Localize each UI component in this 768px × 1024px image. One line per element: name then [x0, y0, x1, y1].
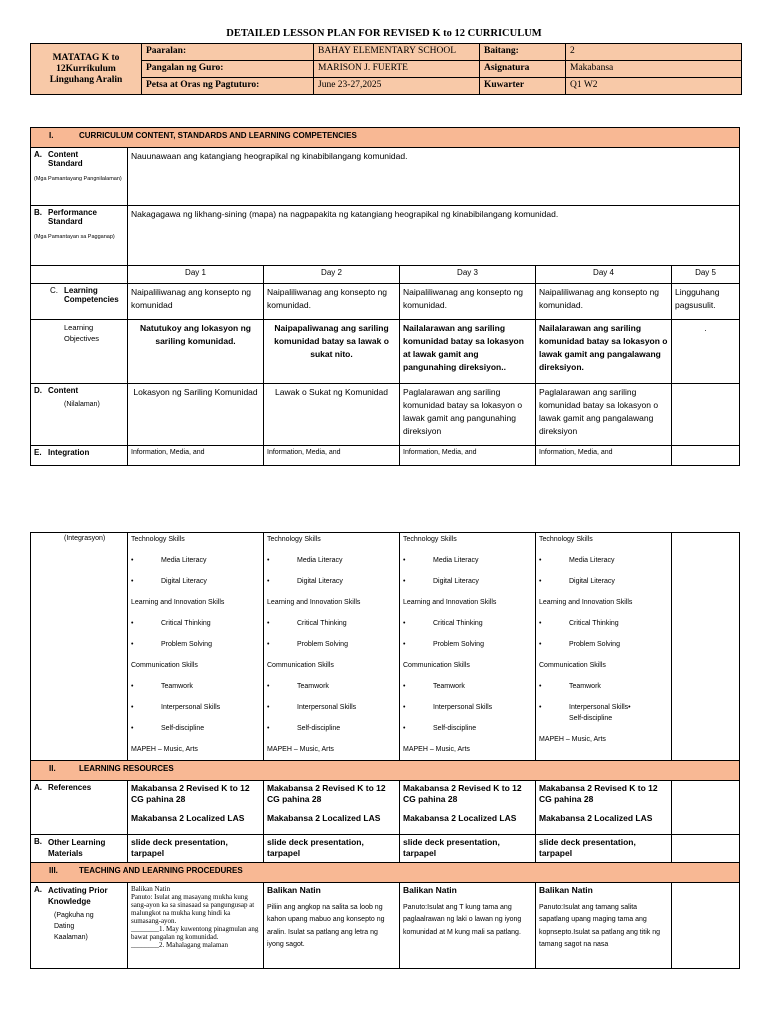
content-standard-text: Nauunawaan ang katangiang heograpikal ng kinabibilangang komunidad. — [128, 148, 740, 206]
objective-cell: Nailalarawan ang sariling komunidad batay sa lokasyon o lawak gamit ang pangalawang direksiyon. — [536, 320, 672, 384]
objective-cell: Naipapaliwanag ang sariling komunidad batay sa lawak o sukat nito. — [264, 320, 400, 384]
materials-cell: slide deck presentation, tarpapel — [128, 835, 264, 863]
section-2-header: II. LEARNING RESOURCES — [31, 761, 740, 781]
objectives-label: Learning Objectives — [31, 320, 128, 384]
materials-label: B. Other Learning Materials — [31, 835, 128, 863]
header-table — [30, 43, 742, 95]
objective-cell: Natutukoy ang lokasyon ng sariling komunidad. — [128, 320, 264, 384]
grade-label: Baitang: — [480, 44, 566, 61]
materials-cell: slide deck presentation, tarpapel — [536, 835, 672, 863]
date-value: June 23-27,2025 — [314, 78, 480, 95]
curriculum-brand: MATATAG K to 12Kurrikulum Linguhang Aralin — [31, 44, 142, 95]
performance-standard-text: Nakagagawa ng likhang-sining (mapa) na nagpapakita ng katangiang heograpikal ng kinabibilangang komunidad. — [128, 206, 740, 266]
section-1-header: I. CURRICULUM CONTENT, STANDARDS AND LEARNING COMPETENCIES — [31, 128, 740, 148]
subject-label: Asignatura — [480, 61, 566, 78]
teacher-label: Pangalan ng Guro: — [142, 61, 314, 78]
document-title: DETAILED LESSON PLAN FOR REVISED K to 12 CURRICULUM — [226, 28, 542, 39]
competency-cell: Naipaliliwanag ang konsepto ng komunidad. — [400, 284, 536, 320]
objective-cell: . — [672, 320, 740, 384]
curriculum-table — [30, 127, 740, 466]
competency-cell: Naipaliliwanag ang konsepto ng komunidad — [128, 284, 264, 320]
integration-cut-cell: Information, Media, and — [400, 446, 536, 466]
grade-value: 2 — [566, 44, 742, 61]
school-value: BAHAY ELEMENTARY SCHOOL — [314, 44, 480, 61]
objective-cell: Nailalarawan ang sariling komunidad batay sa lokasyon at lawak gamit ang pangunahing direksiyon.. — [400, 320, 536, 384]
section-3-header: III. TEACHING AND LEARNING PROCEDURES — [31, 863, 740, 883]
content-cell: Lokasyon ng Sariling Komunidad — [128, 384, 264, 446]
integration-list-day2: Technology Skills • Media Literacy • Digital Literacy Learning and Innovation Skills • Critical Thinking • Problem Solving Communication Skills • Teamwork • Interpersonal Skills • Self-discipline MAPEH – Music, Arts — [264, 533, 400, 761]
references-label: A. References — [31, 781, 128, 835]
day-header: Day 2 — [264, 266, 400, 284]
quarter-value: Q1 W2 — [566, 78, 742, 95]
integration-label: E. Integration — [31, 446, 128, 466]
references-cell: Makabansa 2 Revised K to 12 CG pahina 28 Makabansa 2 Localized LAS — [536, 781, 672, 835]
integration-cut-cell: Information, Media, and — [536, 446, 672, 466]
integration-list-day3: Technology Skills • Media Literacy • Digital Literacy Learning and Innovation Skills • Critical Thinking • Problem Solving Communication Skills • Teamwork • Interpersonal Skills • Self-discipline MAPEH – Music, Arts — [400, 533, 536, 761]
content-cell: Paglalarawan ang sariling komunidad batay sa lokasyon o lawak gamit ang pangalawang direksiyon — [536, 384, 672, 446]
school-label: Paaralan: — [142, 44, 314, 61]
day-header: Day 1 — [128, 266, 264, 284]
quarter-label: Kuwarter — [480, 78, 566, 95]
teacher-value: MARISON J. FUERTE — [314, 61, 480, 78]
prior-day2-cell: Balikan Natin Piliin ang angkop na salita sa loob ng kahon upang mabuo ang konsepto ng aralin. Isulat sa patlang ang letra ng iyong sagot. — [264, 883, 400, 969]
day-header: Day 3 — [400, 266, 536, 284]
integration-list-day1: Technology Skills • Media Literacy • Digital Literacy Learning and Innovation Skills • Critical Thinking • Problem Solving Communication Skills • Teamwork • Interpersonal Skills • Self-discipline MAPEH – Music, Arts — [128, 533, 264, 761]
competency-cell: Lingguhang pagsusulit. — [672, 284, 740, 320]
competencies-label: C. Learning Competencies — [31, 284, 128, 320]
materials-cell: slide deck presentation, tarpapel — [400, 835, 536, 863]
content-label: D. Content (Nilalaman) — [31, 384, 128, 446]
materials-cell: slide deck presentation, tarpapel — [264, 835, 400, 863]
subject-value: Makabansa — [566, 61, 742, 78]
prior-day4-cell: Balikan Natin Panuto:Isulat ang tamang salita sapatlang upang maging tama ang kopnsepto.Isulat sa patlang ang titik ng tamang sagot na nasa — [536, 883, 672, 969]
day-header: Day 4 — [536, 266, 672, 284]
content-standard-label: A. Content Standard (Mga Pamantayang Pangnilalaman) — [31, 148, 128, 206]
competency-cell: Naipaliliwanag ang konsepto ng komunidad. — [536, 284, 672, 320]
prior-day3-cell: Balikan Natin Panuto:Isulat ang T kung tama ang paglaalrawan ng laki o lawan ng iyong komunidad at M kung mali sa patlang. — [400, 883, 536, 969]
day-header: Day 5 — [672, 266, 740, 284]
content-cell: Lawak o Sukat ng Komunidad — [264, 384, 400, 446]
prior-day1-cell: Balikan Natin Panuto: Isulat ang masayang mukha kung sang-ayon ka sa sinasaad sa pangungusap at malungkot na mukha kung hindi ka sumasang-ayon. ________1. May kuwentong pinagmulan ang bawat pangalan ng komunidad. ________2. Mahalagang malaman — [128, 883, 264, 969]
integration-sub-label: (Integrasyon) — [31, 533, 128, 761]
date-label: Petsa at Oras ng Pagtuturo: — [142, 78, 314, 95]
integration-list-day4: Technology Skills • Media Literacy • Digital Literacy Learning and Innovation Skills • Critical Thinking • Problem Solving Communication Skills • Teamwork • Interpersonal Skills• Self-discipline MAPEH – Music, Arts — [536, 533, 672, 761]
prior-knowledge-label: A. Activating Prior Knowledge (Pagkuha ng Dating Kaalaman) — [31, 883, 128, 969]
content-cell — [672, 384, 740, 446]
content-cell: Paglalarawan ang sariling komunidad batay sa lokasyon o lawak gamit ang pangunahing direksiyon — [400, 384, 536, 446]
performance-standard-label: B. Performance Standard (Mga Pamantayan sa Pagganap) — [31, 206, 128, 266]
procedures-table — [30, 532, 740, 969]
references-cell: Makabansa 2 Revised K to 12 CG pahina 28 Makabansa 2 Localized LAS — [400, 781, 536, 835]
integration-cut-cell: Information, Media, and — [128, 446, 264, 466]
references-cell: Makabansa 2 Revised K to 12 CG pahina 28 Makabansa 2 Localized LAS — [264, 781, 400, 835]
integration-cut-cell: Information, Media, and — [264, 446, 400, 466]
competency-cell: Naipaliliwanag ang konsepto ng komunidad. — [264, 284, 400, 320]
references-cell: Makabansa 2 Revised K to 12 CG pahina 28 Makabansa 2 Localized LAS — [128, 781, 264, 835]
